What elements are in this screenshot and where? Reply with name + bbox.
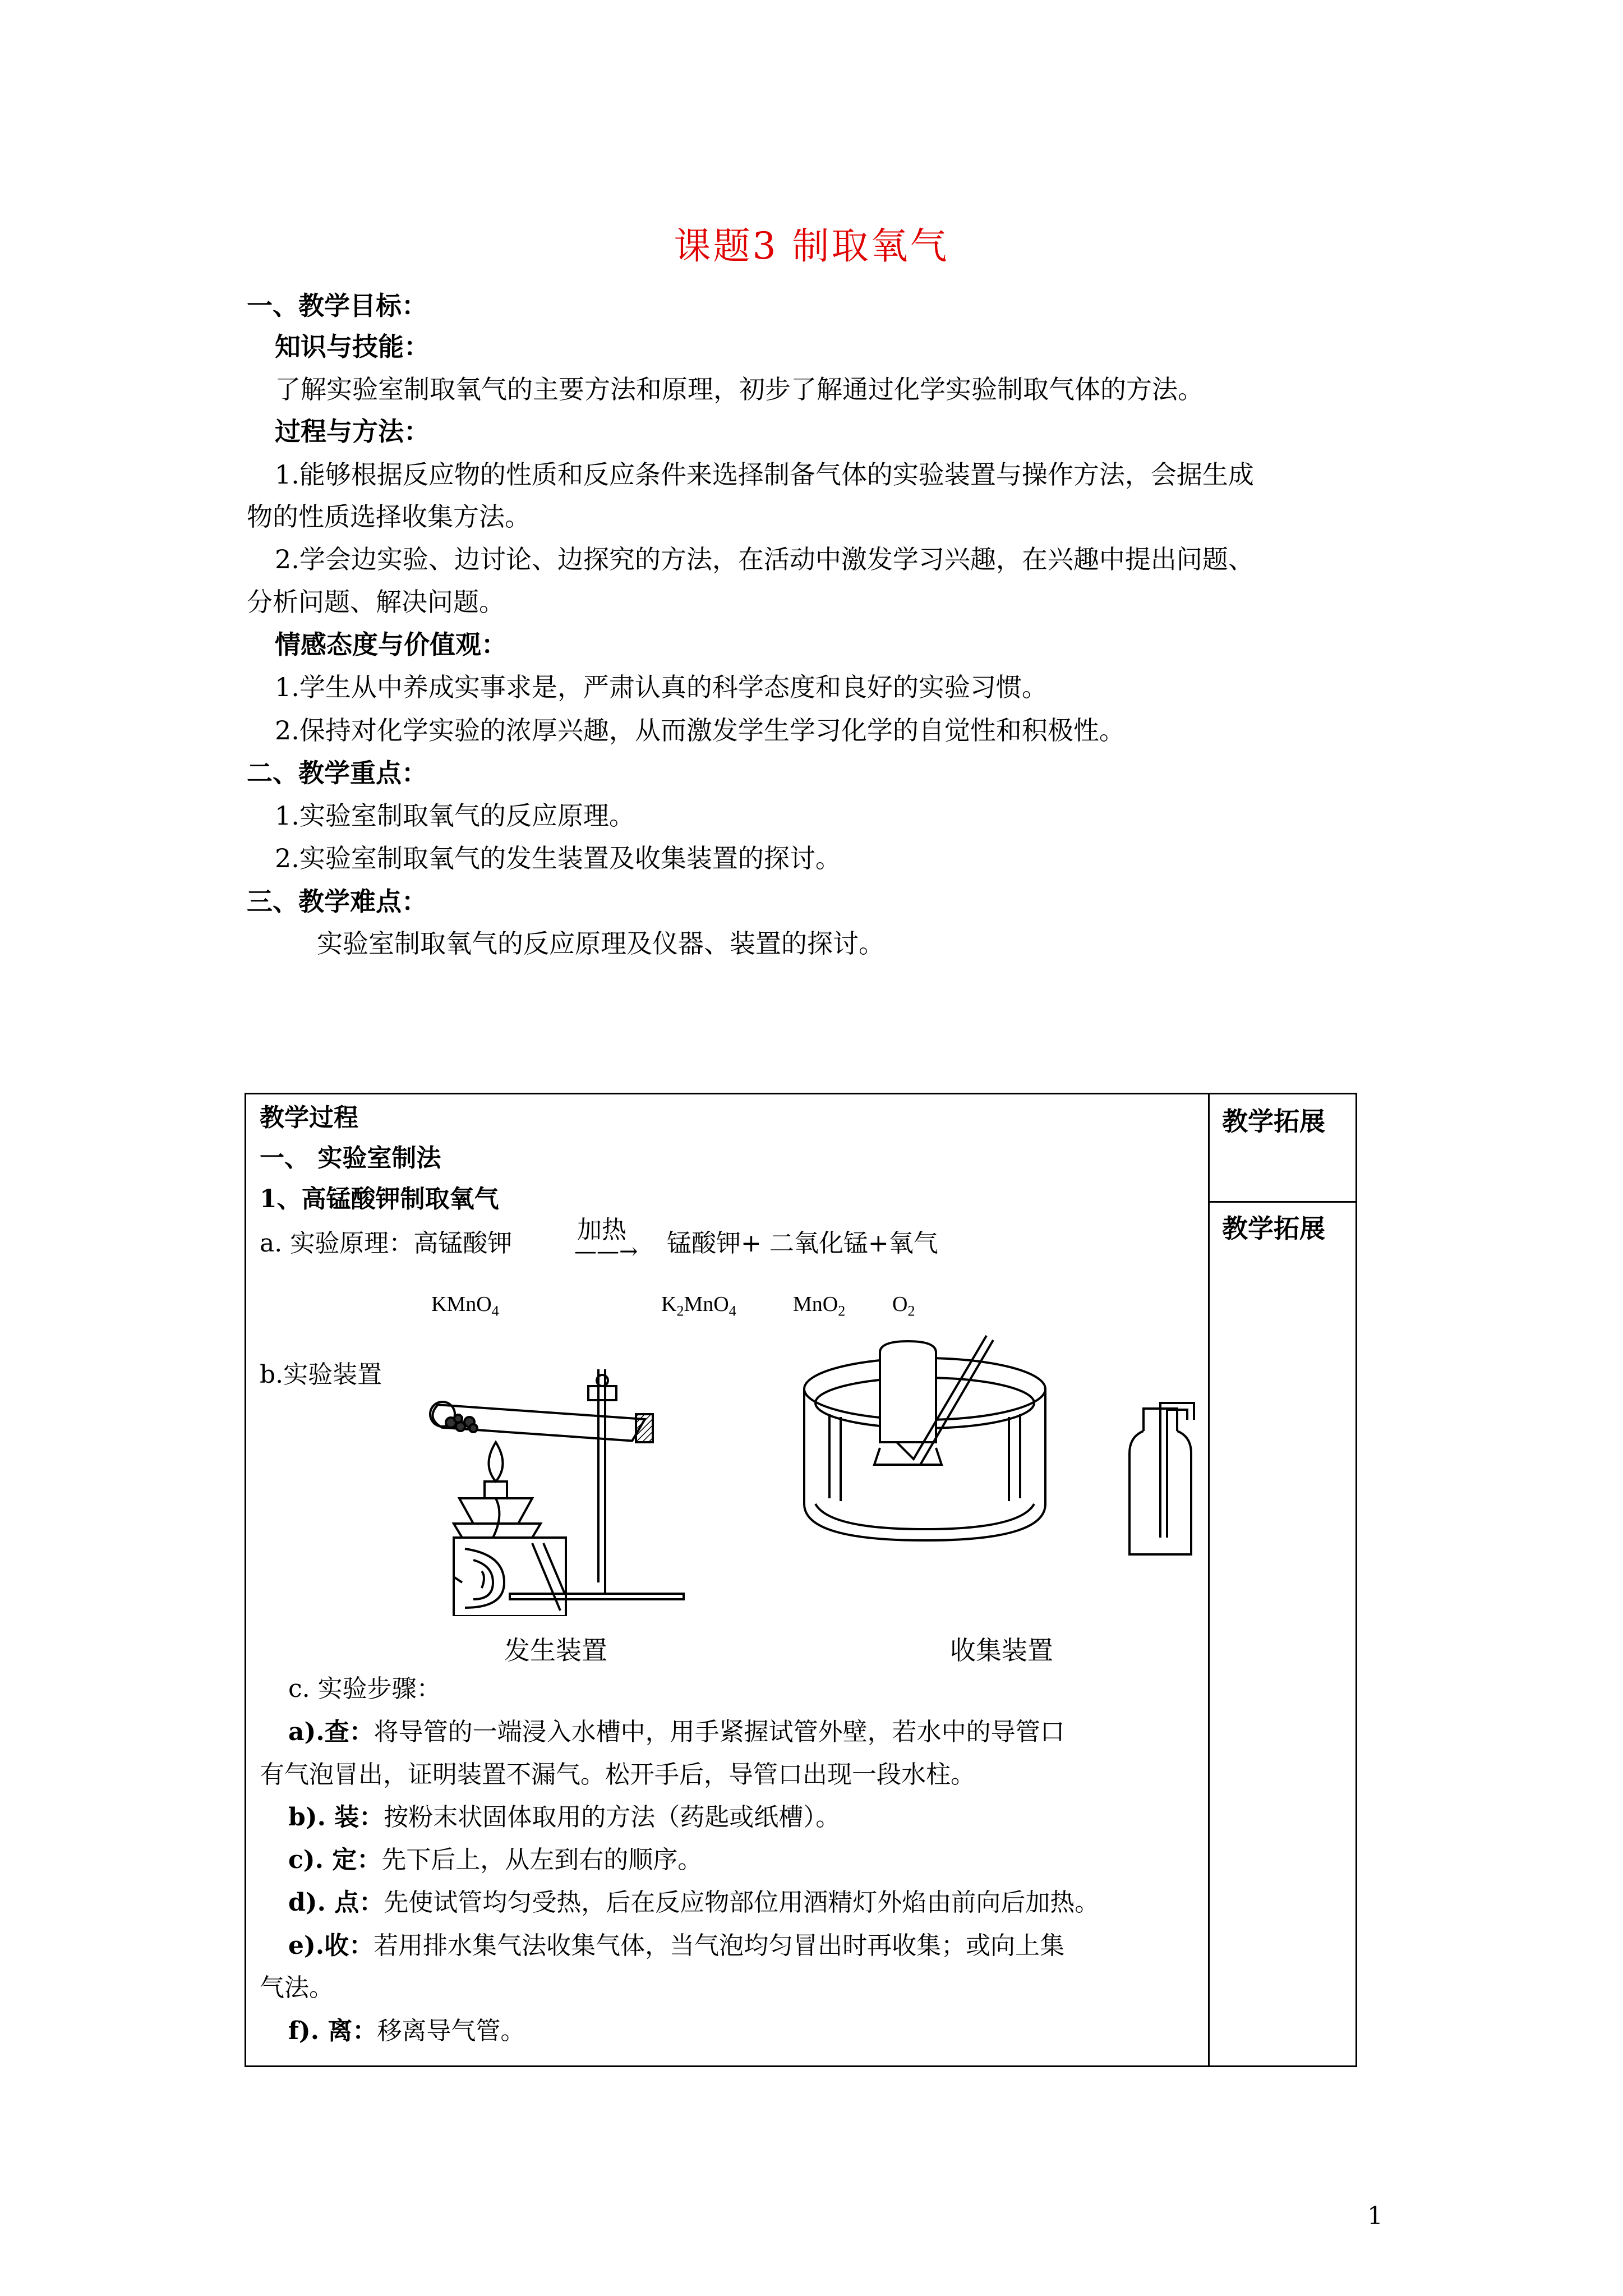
step-a-continued: 有气泡冒出，证明装置不漏气。松开手后，导管口出现一段水柱。 — [260, 1760, 975, 1789]
emotion-heading: 情感态度与价值观： — [275, 629, 507, 660]
side-heading-2: 教学拓展 — [1222, 1213, 1325, 1244]
key-point-1: 1.实验室制取氧气的反应原理。 — [275, 800, 635, 831]
table-row-divider — [1208, 1201, 1355, 1203]
lesson-table — [245, 1093, 1357, 2067]
formula-mno2: MnO$_2$ — [793, 1292, 846, 1319]
generation-apparatus-illustration — [420, 1302, 768, 1616]
difficulties-heading: 三、教学难点： — [247, 886, 427, 917]
step-a: a).查：将导管的一端浸入水槽中，用手紧握试管外壁，若水中的导管口 — [288, 1718, 1065, 1746]
section-heading: 一、 实验室制法 — [260, 1144, 441, 1172]
collection-apparatus-caption: 收集装置 — [950, 1635, 1053, 1665]
process-heading-cell: 教学过程 — [260, 1103, 358, 1132]
difficulties-text: 实验室制取氧气的反应原理及仪器、装置的探讨。 — [317, 928, 884, 959]
reaction-arrow: ——→ — [574, 1239, 638, 1264]
side-heading-1: 教学拓展 — [1222, 1106, 1325, 1137]
page-title: 课题3 制取氧气 — [674, 224, 949, 268]
page-number: 1 — [1367, 2202, 1383, 2230]
process-item-2a: 2.学会边实验、边讨论、边探究的方法，在活动中激发学习兴趣，在兴趣中提出问题、 — [275, 544, 1254, 574]
generation-apparatus-caption: 发生装置 — [504, 1635, 607, 1665]
emotion-item-1: 1.学生从中养成实事求是，严肃认真的科学态度和良好的实验习惯。 — [275, 672, 1048, 702]
process-heading: 过程与方法： — [275, 416, 430, 447]
formula-k2mno4: $K_2MnO_4$ — [661, 1292, 736, 1319]
key-point-2: 2.实验室制取氧气的发生装置及收集装置的探讨。 — [275, 843, 841, 873]
process-item-2b: 分析问题、解决问题。 — [247, 587, 505, 617]
step-f: f). 离：移离导气管。 — [288, 2017, 525, 2045]
reaction-condition: 加热 — [577, 1216, 626, 1244]
step-e-continued: 气法。 — [260, 1973, 334, 2002]
reaction-products: 锰酸钾+ 二氧化锰+氧气 — [667, 1229, 938, 1258]
subsection-heading: 1、高锰酸钾制取氧气 — [260, 1185, 499, 1213]
formula-o2: $O_2$ — [892, 1292, 915, 1319]
step-c: c). 定：先下后上，从左到右的顺序。 — [288, 1846, 703, 1874]
objectives-heading: 一、教学目标： — [247, 291, 427, 321]
table-column-divider — [1208, 1094, 1210, 2065]
step-e: e).收：若用排水集气法收集气体，当气泡均匀冒出时再收集；或向上集 — [288, 1931, 1065, 1960]
step-d: d). 点：先使试管均匀受热，后在反应物部位用酒精灯外焰由前向后加热。 — [288, 1888, 1100, 1917]
process-item-1a: 1.能够根据反应物的性质和反应条件来选择制备气体的实验装置与操作方法，会据生成 — [275, 459, 1254, 490]
apparatus-label: b.实验装置 — [260, 1360, 382, 1389]
emotion-item-2: 2.保持对化学实验的浓厚兴趣，从而激发学生学习化学的自觉性和积极性。 — [275, 715, 1125, 746]
knowledge-heading: 知识与技能： — [275, 332, 430, 362]
key-points-heading: 二、教学重点： — [247, 758, 427, 788]
water-trough-illustration — [796, 1330, 1054, 1566]
gas-bottle-illustration — [1127, 1397, 1205, 1566]
process-item-1b: 物的性质选择收集方法。 — [247, 501, 531, 532]
steps-label: c. 实验步骤： — [288, 1674, 441, 1703]
step-b: b). 装：按粉末状固体取用的方法（药匙或纸槽）。 — [288, 1803, 841, 1832]
knowledge-text: 了解实验室制取氧气的主要方法和原理，初步了解通过化学实验制取气体的方法。 — [275, 374, 1204, 404]
formula-kmno4: KMnO$_4$ — [431, 1292, 499, 1319]
principle-label: a. 实验原理：高锰酸钾 — [260, 1229, 513, 1258]
